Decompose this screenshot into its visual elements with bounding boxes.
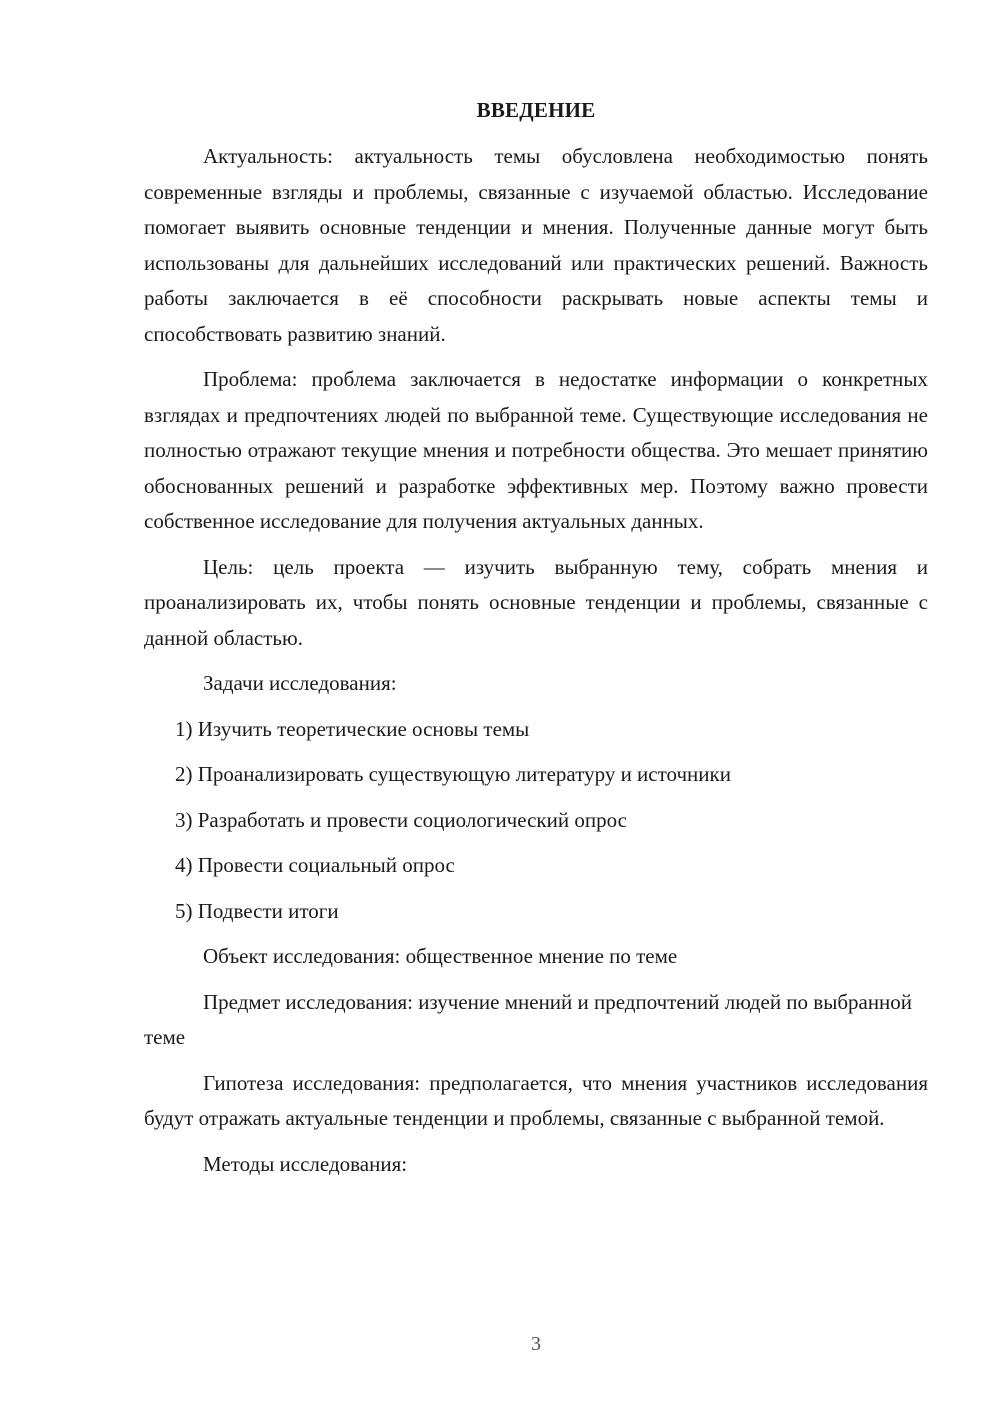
task-item: 3) Разработать и провести социологический опрос	[175, 807, 627, 832]
relevance-paragraph: Актуальность: актуальность темы обусловлена необходимостью понять современные взгляды и проблемы, связанные с изучаемой областью. Исследование помогает выявить основные тенденции и мнения. Полученные данные могут быть использованы для дальнейших исследований или практических решений. Важность работы заключается в её способности раскрывать новые аспекты темы и способствовать развитию знаний.	[144, 144, 928, 346]
goal-paragraph: Цель: цель проекта — изучить выбранную тему, собрать мнения и проанализировать их, чтобы понять основные тенденции и проблемы, связанные с данной областью.	[144, 554, 928, 650]
page-content	[144, 94, 928, 1182]
page-number: 3	[531, 1333, 541, 1355]
hypothesis-paragraph: Гипотеза исследования: предполагается, что мнения участников исследования будут отражать актуальные тенденции и проблемы, связанные с выбранной темой.	[144, 1070, 928, 1130]
tasks-heading: Задачи исследования:	[203, 671, 397, 695]
subject-paragraph: Предмет исследования: изучение мнений и предпочтений людей по выбранной теме	[144, 989, 913, 1049]
task-item: 1) Изучить теоретические основы темы	[175, 716, 530, 741]
object-paragraph: Объект исследования: общественное мнение по теме	[203, 944, 678, 968]
task-item: 2) Проанализировать существующую литературу и источники	[175, 762, 731, 786]
page-title: ВВЕДЕНИЕ	[476, 98, 596, 122]
problem-paragraph: Проблема: проблема заключается в недостатке информации о конкретных взглядах и предпочтениях людей по выбранной теме. Существующие исследования не полностью отражают текущие мнения и потребности общества. Это мешает принятию обоснованных решений и разработке эффективных мер. Поэтому важно провести собственное исследование для получения актуальных данных.	[144, 367, 928, 533]
methods-heading: Методы исследования:	[203, 1151, 408, 1176]
task-item: 5) Подвести итоги	[175, 898, 339, 923]
task-item: 4) Провести социальный опрос	[175, 853, 455, 877]
